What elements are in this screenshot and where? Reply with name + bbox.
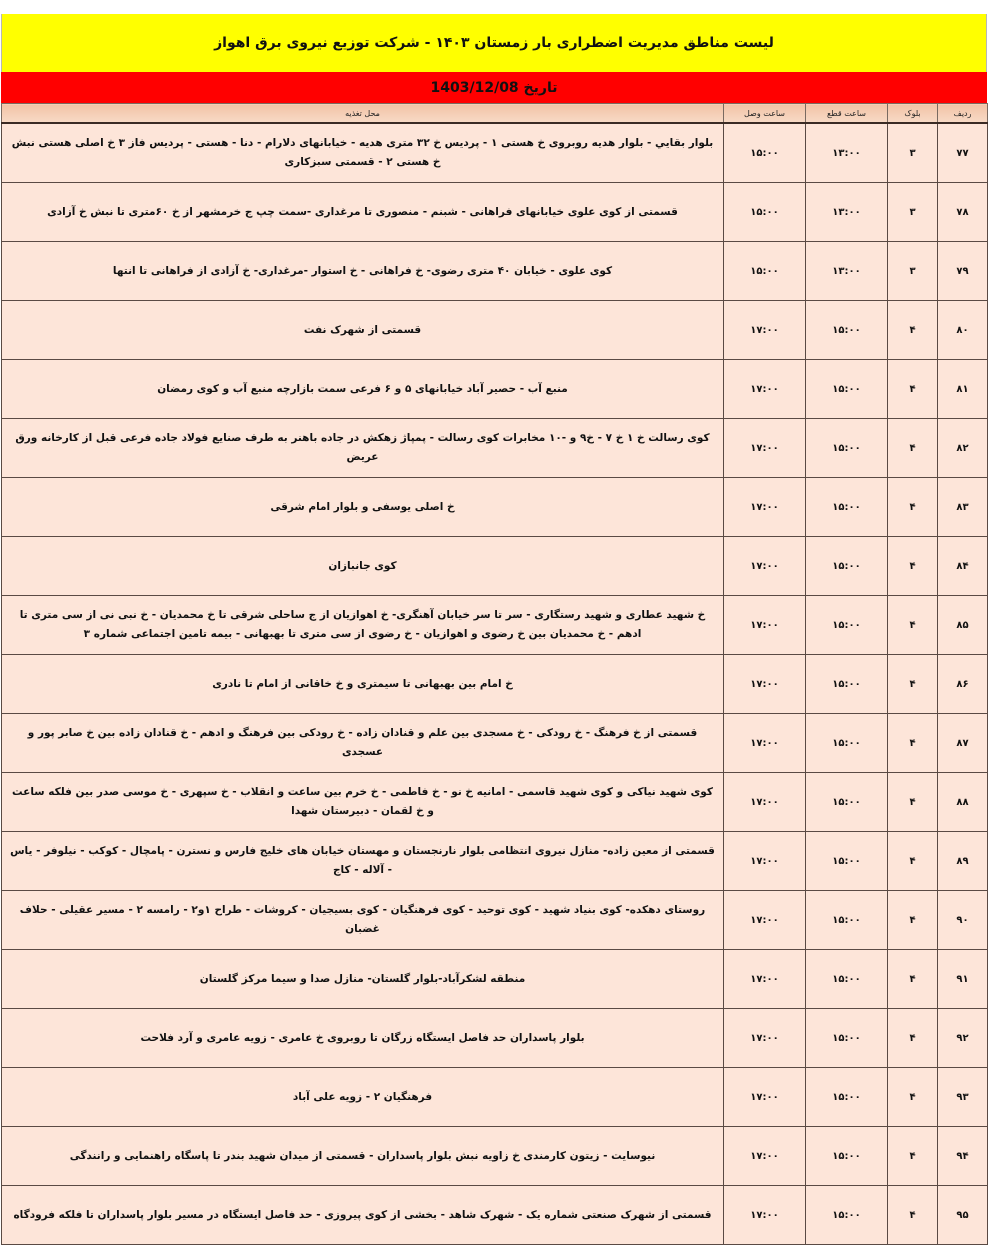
block-cell: ۴ — [888, 1186, 938, 1245]
table-row — [2, 950, 988, 1009]
block-cell: ۴ — [888, 360, 938, 419]
row-number-cell: ۹۵ — [938, 1186, 988, 1245]
cut-time-cell: ۱۵:۰۰ — [806, 714, 888, 773]
cut-time-cell: ۱۵:۰۰ — [806, 1186, 888, 1245]
table-row — [2, 183, 988, 242]
cut-time-cell: ۱۳:۰۰ — [806, 242, 888, 301]
row-number-cell: ۸۵ — [938, 596, 988, 655]
reconnect-time-cell: ۱۷:۰۰ — [724, 301, 806, 360]
block-cell: ۴ — [888, 891, 938, 950]
row-number-cell: ۷۷ — [938, 123, 988, 183]
reconnect-time-cell: ۱۵:۰۰ — [724, 123, 806, 183]
table-row — [2, 832, 988, 891]
header-row-number: ردیف — [938, 104, 988, 124]
table-row — [2, 655, 988, 714]
table-row — [2, 478, 988, 537]
reconnect-time-cell: ۱۷:۰۰ — [724, 419, 806, 478]
block-cell: ۳ — [888, 183, 938, 242]
location-cell: قسمتی از خ فرهنگ - خ رودکی - خ مسجدی بین علم و قنادان زاده - خ رودکی بین فرهنگ و ادهم - خ قنادان زاده بین خ صابر پور و عسجدی — [2, 714, 724, 773]
reconnect-time-cell: ۱۷:۰۰ — [724, 714, 806, 773]
location-cell: کوی شهید نیاکی و کوی شهید قاسمی - امانیه خ نو - خ فاطمی - خ خرم بین ساعت و انقلاب - خ سپهری - خ موسی صدر بین فلکه ساعت و خ لقمان - دبیرستان شهدا — [2, 773, 724, 832]
location-cell: روستای دهکده- کوی بنیاد شهید - کوی توحید - کوی فرهنگیان - کوی بسیجیان - کروشات - طراح ۱و۲ - رامسه ۲ - مسیر عقیلی - حلاف غضبان — [2, 891, 724, 950]
cut-time-cell: ۱۵:۰۰ — [806, 832, 888, 891]
row-number-cell: ۸۰ — [938, 301, 988, 360]
table-row — [2, 1186, 988, 1245]
location-cell: کوی جانبازان — [2, 537, 724, 596]
table-row — [2, 773, 988, 832]
reconnect-time-cell: ۱۷:۰۰ — [724, 1068, 806, 1127]
block-cell: ۴ — [888, 537, 938, 596]
table-header-row — [2, 104, 988, 124]
header-block: بلوک — [888, 104, 938, 124]
table-row — [2, 123, 988, 183]
reconnect-time-cell: ۱۷:۰۰ — [724, 478, 806, 537]
table-row — [2, 1127, 988, 1186]
outage-table — [1, 103, 988, 1245]
header-cut-time: ساعت قطع — [806, 104, 888, 124]
row-number-cell: ۹۴ — [938, 1127, 988, 1186]
reconnect-time-cell: ۱۷:۰۰ — [724, 1127, 806, 1186]
reconnect-time-cell: ۱۵:۰۰ — [724, 242, 806, 301]
location-cell: بلوار پاسداران حد فاصل ایستگاه زرگان تا روبروی خ عامری - زویه عامری و آرد فلاحت — [2, 1009, 724, 1068]
block-cell: ۴ — [888, 419, 938, 478]
date-label: تاریخ 1403/12/08 — [430, 79, 558, 96]
reconnect-time-cell: ۱۷:۰۰ — [724, 773, 806, 832]
header-location: محل تغذیه — [2, 104, 724, 124]
table-row — [2, 1009, 988, 1068]
block-cell: ۳ — [888, 123, 938, 183]
block-cell: ۴ — [888, 1127, 938, 1186]
title-banner — [1, 14, 987, 72]
location-cell: قسمتی از شهرک صنعتی شماره یک - شهرک شاهد - بخشی از کوی پیروزی - حد فاصل ایستگاه در مسیر بلوار پاسداران تا فلکه فرودگاه — [2, 1186, 724, 1245]
table-row — [2, 714, 988, 773]
location-cell: خ شهید عطاری و شهید رستگاری - سر تا سر خیابان آهنگری- خ اهوازیان از ج ساحلی شرقی تا خ محمدیان - خ نبی نی از سی متری تا ادهم - خ محمدیان بین خ رضوی و اهوازیان - خ رضوی از سی متری تا بهبهانی - بیمه تامین اجتماعی شماره ۳ — [2, 596, 724, 655]
reconnect-time-cell: ۱۷:۰۰ — [724, 891, 806, 950]
block-cell: ۳ — [888, 242, 938, 301]
location-cell: قسمتی از شهرک نفت — [2, 301, 724, 360]
table-row — [2, 1068, 988, 1127]
date-banner — [1, 72, 987, 103]
block-cell: ۴ — [888, 1009, 938, 1068]
cut-time-cell: ۱۵:۰۰ — [806, 419, 888, 478]
row-number-cell: ۹۰ — [938, 891, 988, 950]
reconnect-time-cell: ۱۷:۰۰ — [724, 950, 806, 1009]
table-row — [2, 891, 988, 950]
reconnect-time-cell: ۱۷:۰۰ — [724, 1009, 806, 1068]
cut-time-cell: ۱۵:۰۰ — [806, 891, 888, 950]
cut-time-cell: ۱۵:۰۰ — [806, 596, 888, 655]
schedule-sheet — [1, 14, 987, 1245]
cut-time-cell: ۱۵:۰۰ — [806, 773, 888, 832]
reconnect-time-cell: ۱۷:۰۰ — [724, 596, 806, 655]
row-number-cell: ۹۳ — [938, 1068, 988, 1127]
reconnect-time-cell: ۱۷:۰۰ — [724, 1186, 806, 1245]
row-number-cell: ۸۶ — [938, 655, 988, 714]
block-cell: ۴ — [888, 773, 938, 832]
reconnect-time-cell: ۱۷:۰۰ — [724, 655, 806, 714]
row-number-cell: ۸۷ — [938, 714, 988, 773]
block-cell: ۴ — [888, 714, 938, 773]
table-row — [2, 419, 988, 478]
location-cell: منطقه لشکرآباد-بلوار گلستان- منازل صدا و سیما مرکز گلستان — [2, 950, 724, 1009]
table-row — [2, 596, 988, 655]
block-cell: ۴ — [888, 596, 938, 655]
row-number-cell: ۹۲ — [938, 1009, 988, 1068]
location-cell: قسمتی از کوی علوی خیابانهای فراهانی - شبنم - منصوری تا مرغداری -سمت چپ ج خرمشهر از خ ۶۰متری تا نبش خ آزادی — [2, 183, 724, 242]
location-cell: منبع آب - حصیر آباد خیابانهای ۵ و ۶ فرعی سمت بازارچه منبع آب و کوی رمضان — [2, 360, 724, 419]
cut-time-cell: ۱۳:۰۰ — [806, 123, 888, 183]
table-row — [2, 301, 988, 360]
reconnect-time-cell: ۱۷:۰۰ — [724, 360, 806, 419]
location-cell: کوی رسالت خ ۱ خ ۷ - خ۹ و -۱۰ مخابرات کوی رسالت - پمپاژ زهکش در جاده باهنر به طرف صنایع فولاد جاده فرعی قبل از کارخانه ورق عریض — [2, 419, 724, 478]
cut-time-cell: ۱۵:۰۰ — [806, 1009, 888, 1068]
reconnect-time-cell: ۱۵:۰۰ — [724, 183, 806, 242]
location-cell: فرهنگیان ۲ - زویه علی آباد — [2, 1068, 724, 1127]
location-cell: بلوار بقايي - بلوار هدیه روبروی خ هستی ۱ - پردیس خ ۳۲ متری هدیه - خیابانهای دلارام - دنا - هستی - پردیس فاز ۳ خ اصلی هستی نبش خ هستی ۲ - قسمتی سبزکاری — [2, 123, 724, 183]
location-cell: خ امام بین بهبهانی تا سیمتری و خ خاقانی از امام تا نادری — [2, 655, 724, 714]
reconnect-time-cell: ۱۷:۰۰ — [724, 832, 806, 891]
row-number-cell: ۹۱ — [938, 950, 988, 1009]
block-cell: ۴ — [888, 832, 938, 891]
location-cell: کوی علوی - خیابان ۴۰ متری رضوی- خ فراهانی - خ استوار -مرغداری- خ آزادی از فراهانی تا انتها — [2, 242, 724, 301]
cut-time-cell: ۱۵:۰۰ — [806, 655, 888, 714]
block-cell: ۴ — [888, 1068, 938, 1127]
table-row — [2, 360, 988, 419]
row-number-cell: ۸۸ — [938, 773, 988, 832]
reconnect-time-cell: ۱۷:۰۰ — [724, 537, 806, 596]
row-number-cell: ۸۳ — [938, 478, 988, 537]
cut-time-cell: ۱۳:۰۰ — [806, 183, 888, 242]
cut-time-cell: ۱۵:۰۰ — [806, 1068, 888, 1127]
cut-time-cell: ۱۵:۰۰ — [806, 537, 888, 596]
table-row — [2, 242, 988, 301]
cut-time-cell: ۱۵:۰۰ — [806, 360, 888, 419]
row-number-cell: ۸۹ — [938, 832, 988, 891]
location-cell: قسمتی از معین زاده- منازل نیروی انتظامی بلوار نارنجستان و مهستان خیابان های خلیج فارس و نسترن - پامچال - کوکب - نیلوفر - یاس - آلاله - کاج — [2, 832, 724, 891]
cut-time-cell: ۱۵:۰۰ — [806, 950, 888, 1009]
block-cell: ۴ — [888, 655, 938, 714]
row-number-cell: ۸۱ — [938, 360, 988, 419]
cut-time-cell: ۱۵:۰۰ — [806, 301, 888, 360]
cut-time-cell: ۱۵:۰۰ — [806, 478, 888, 537]
block-cell: ۴ — [888, 478, 938, 537]
cut-time-cell: ۱۵:۰۰ — [806, 1127, 888, 1186]
block-cell: ۴ — [888, 301, 938, 360]
header-reconnect-time: ساعت وصل — [724, 104, 806, 124]
page-title: لیست مناطق مدیریت اضطراری بار زمستان ۱۴۰۳ - شرکت توزیع نیروی برق اهواز — [214, 35, 774, 51]
row-number-cell: ۸۴ — [938, 537, 988, 596]
row-number-cell: ۸۲ — [938, 419, 988, 478]
block-cell: ۴ — [888, 950, 938, 1009]
table-row — [2, 537, 988, 596]
location-cell: خ اصلی یوسفی و بلوار امام شرقی — [2, 478, 724, 537]
row-number-cell: ۷۹ — [938, 242, 988, 301]
row-number-cell: ۷۸ — [938, 183, 988, 242]
location-cell: نیوسایت - زیتون کارمندی خ زاویه نبش بلوار پاسداران - قسمتی از میدان شهید بندر تا پاسگاه راهنمایی و رانندگی — [2, 1127, 724, 1186]
